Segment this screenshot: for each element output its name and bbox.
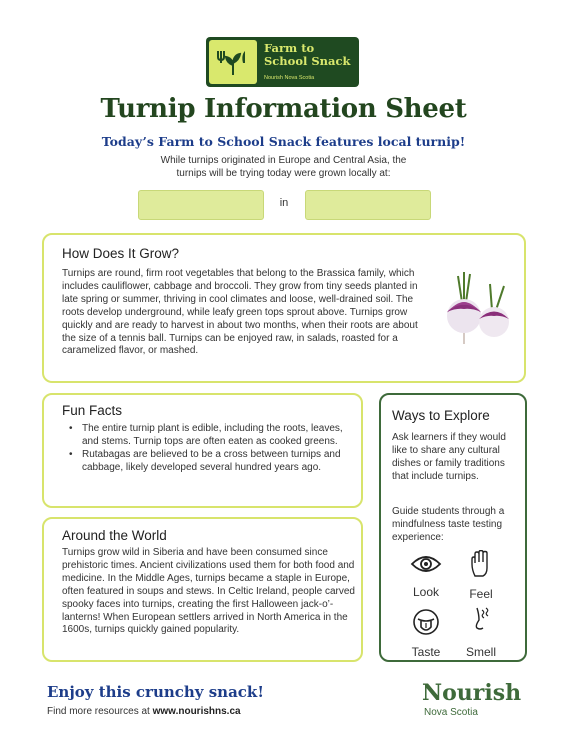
explore-text-2: Guide students through a mindfulness taste testing experience: (392, 506, 505, 543)
fun-facts-heading: Fun Facts (62, 403, 123, 418)
farm-to-school-logo (206, 37, 359, 87)
world-text: Turnips grow wild in Siberia and have been consumed since prehistoric times. Ancient civilizations used them for both food and medicine. In the Middle Ages, turnips became a staple in Europe, often featured in soups and stews. In Celtic Ireland, people carved spooky faces into turnips, creating the first Halloween jack-o’-lanterns! When European settlers arrived in North America in the 1600s, turnips quickly gained popularity. (62, 547, 355, 636)
nourish-logo: Nourish (422, 680, 522, 706)
enjoy-tagline: Enjoy this crunchy snack! (47, 683, 264, 701)
world-heading: Around the World (62, 528, 167, 543)
sense-feel (451, 550, 511, 601)
sense-label: Feel (469, 587, 493, 601)
utensils-sprout-icon (209, 40, 257, 84)
explore-text-1: Ask learners if they would like to share any cultural dishes or family traditions that include turnips. (392, 432, 506, 482)
logo-subtitle: Nourish Nova Scotia (264, 75, 315, 81)
logo-title: Farm to School Snack (264, 41, 351, 68)
location-field[interactable] (305, 190, 431, 220)
sense-label: Look (412, 585, 440, 599)
resources-link[interactable]: www.nourishns.ca (152, 706, 241, 717)
sense-label: Smell (465, 645, 496, 659)
grow-heading: How Does It Grow? (62, 246, 180, 261)
list-item: • The entire turnip plant is edible, including the roots, leaves, and stems. Turnip tops are often eaten as cooked greens. (62, 423, 352, 449)
explore-heading: Ways to Explore (392, 408, 490, 423)
in-connector: in (279, 197, 289, 209)
page-subtitle: Today’s Farm to School Snack features local turnip! (101, 134, 466, 149)
intro-text: While turnips originated in Europe and Central Asia, the turnips will be trying today were grown locally at: (160, 155, 407, 179)
sense-taste (396, 608, 456, 659)
sense-label: Taste (411, 645, 441, 659)
fun-facts-list (62, 423, 352, 475)
turnip-image (412, 272, 524, 347)
tongue-icon (412, 608, 440, 636)
resources-line: Find more resources at www.nourishns.ca (47, 706, 241, 717)
list-item: • Rutabagas are believed to be a cross between turnips and cabbage, likely developed several hundred years ago. (62, 449, 352, 475)
nourish-logo-subtitle: Nova Scotia (424, 707, 478, 718)
hand-icon (468, 550, 494, 578)
page-title: Turnip Information Sheet (100, 94, 467, 124)
eye-icon (410, 552, 442, 576)
grow-text: Turnips are round, firm root vegetables that belong to the Brassica family, which includes cauliflower, cabbage and broccoli. They grow from tiny seeds planted in late spring or summer, thriving in cool climates and loose, well-drained soil. The roots develop underground, while leafy green tops sprout above. Turnips grow quickly and are ready to harvest in about two months, when their roots are about the size of a tennis ball. Turnips can be enjoyed raw, in salads, roasted for a caramelized flavor, or mashed. (62, 268, 418, 357)
nose-icon (469, 606, 493, 636)
sense-smell (451, 606, 511, 659)
sense-look (396, 552, 456, 599)
farm-name-field[interactable] (138, 190, 264, 220)
